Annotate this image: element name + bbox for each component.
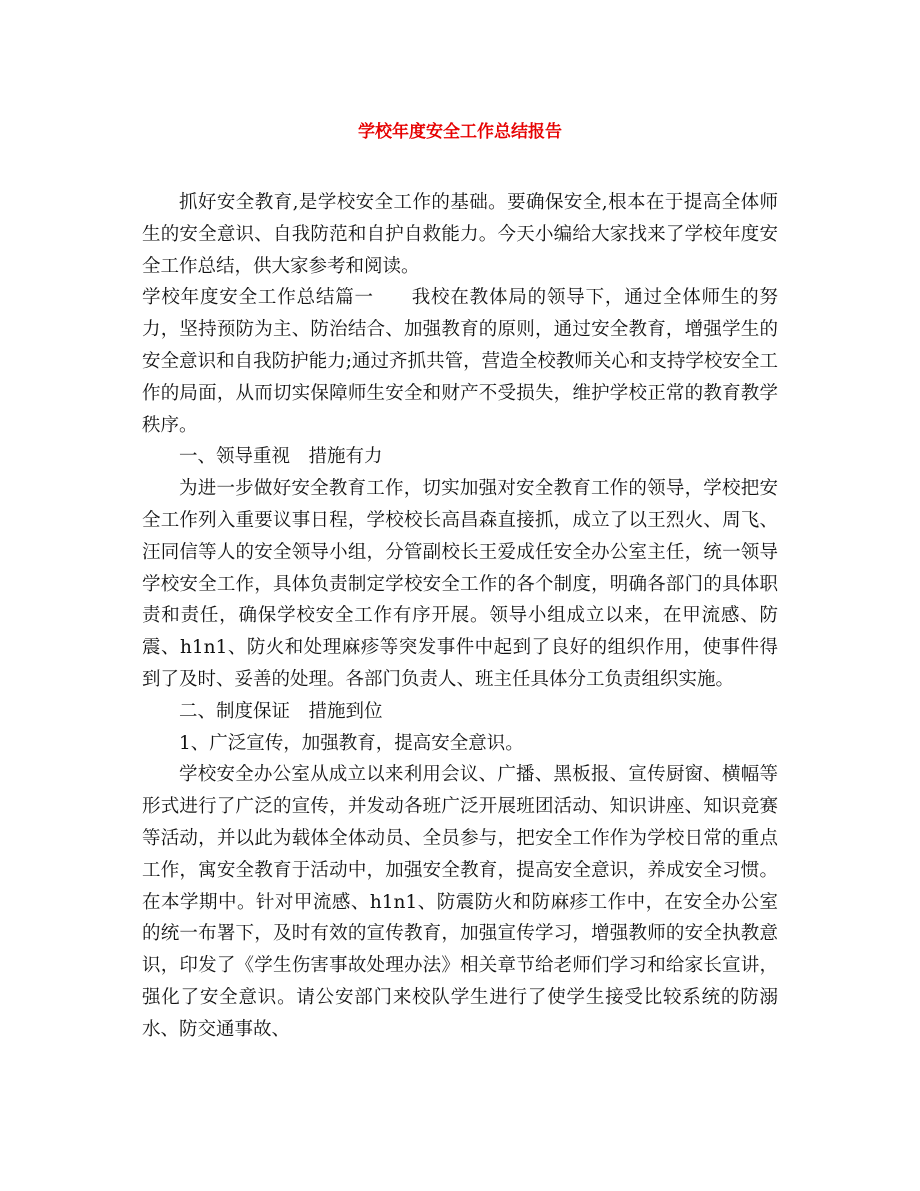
document-body	[142, 187, 778, 1046]
heading-system	[142, 696, 778, 728]
heading-system-part2: 措施到位	[308, 700, 383, 722]
section1-label: 学校年度安全工作总结篇一	[142, 287, 374, 309]
heading-system-part1: 二、制度保证	[179, 700, 291, 722]
publicity-paragraph: 学校安全办公室从成立以来利用会议、广播、黑板报、宣传厨窗、横幅等形式进行了广泛的宣传，并发动各班广泛开展班团活动、知识讲座、知识竞赛等活动，并以此为载体全体动员、全员参与，把安全工作作为学校日常的重点工作，寓安全教育于活动中，加强安全教育，提高安全意识，养成安全习惯。在本学期中。针对甲流感、h1n1、防震防火和防麻疹工作中，在安全办公室的统一布署下，及时有效的宣传教育，加强宣传学习，增强教师的安全执教意识，印发了《学生伤害事故处理办法》相关章节给老师们学习和给家长宣讲，强化了安全意识。请公安部门来校队学生进行了使学生接受比较系统的防溺水、防交通事故、	[142, 764, 778, 1040]
subheading-publicity: 1、广泛宣传，加强教育，提高安全意识。	[179, 732, 524, 754]
intro-paragraph: 抓好安全教育,是学校安全工作的基础。要确保安全,根本在于提高全体师生的安全意识、自我防范和自护自救能力。今天小编给大家找来了学校年度安全工作总结，供大家参考和阅读。	[142, 192, 778, 277]
heading-leadership-part2: 措施有力	[308, 446, 383, 468]
heading-leadership	[142, 441, 778, 473]
document-title: 学校年度安全工作总结报告	[358, 122, 562, 142]
heading-leadership-part1: 一、领导重视	[179, 446, 291, 468]
section1-paragraph	[142, 282, 778, 441]
leadership-paragraph: 为进一步做好安全教育工作，切实加强对安全教育工作的领导，学校把安全工作列入重要议事日程，学校校长高昌森直接抓，成立了以王烈火、周飞、汪同信等人的安全领导小组，分管副校长王爱成任安全办公室主任，统一领导学校安全工作，具体负责制定学校安全工作的各个制度，明确各部门的具体职责和责任，确保学校安全工作有序开展。领导小组成立以来，在甲流感、防震、h1n1、防火和处理麻疹等突发事件中起到了良好的组织作用，使事件得到了及时、妥善的处理。各部门负责人、班主任具体分工负责组织实施。	[142, 478, 778, 690]
section1-text: 我校在教体局的领导下，通过全体师生的努力，坚持预防为主、防治结合、加强教育的原则，通过安全教育，增强学生的安全意识和自我防护能力;通过齐抓共管，营造全校教师关心和支持学校安全工作的局面，从而切实保障师生安全和财产不受损失，维护学校正常的教育教学秩序。	[142, 287, 778, 436]
